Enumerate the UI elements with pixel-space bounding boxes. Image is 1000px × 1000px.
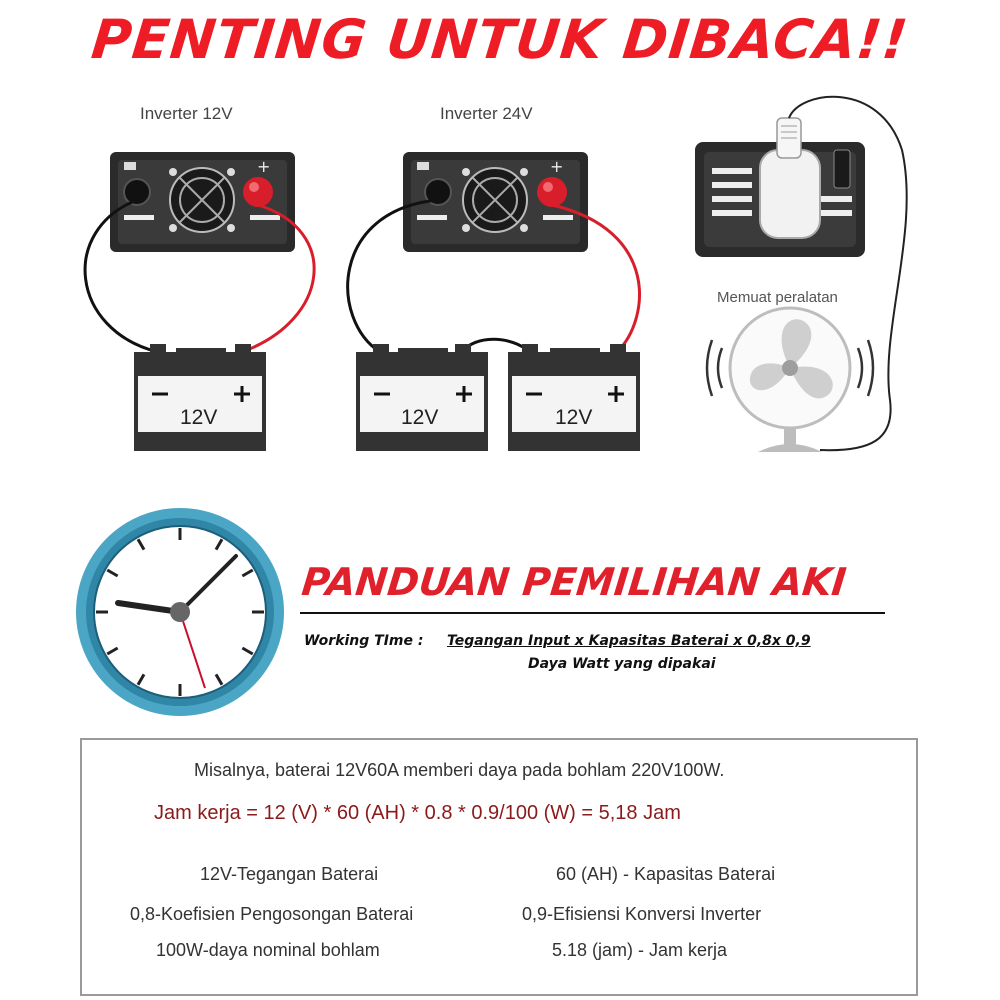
formula-numerator: Tegangan Input x Kapasitas Baterai x 0,8x 0,9 bbox=[447, 633, 811, 649]
svg-text:+: + bbox=[257, 157, 271, 176]
battery-a bbox=[136, 344, 264, 449]
battery-b-label: 12V bbox=[401, 406, 439, 429]
battery-a-label: 12V bbox=[180, 406, 218, 429]
load-label: Memuat peralatan bbox=[717, 289, 838, 306]
formula-prefix: Working TIme : bbox=[304, 633, 424, 649]
example-box bbox=[80, 738, 918, 996]
inverter-24v-label: Inverter 24V bbox=[440, 104, 533, 123]
right-item: 0,9-Efisiensi Konversi Inverter bbox=[522, 904, 762, 924]
left-item: 12V-Tegangan Baterai bbox=[200, 864, 379, 884]
guide-title: PANDUAN PEMILIHAN AKI bbox=[299, 560, 849, 604]
inverter-12v bbox=[110, 152, 295, 252]
fan-icon bbox=[707, 308, 873, 452]
battery-c-label: 12V bbox=[555, 406, 593, 429]
example-intro: Misalnya, baterai 12V60A memberi daya pada bohlam 220V100W. bbox=[194, 760, 725, 780]
guide-underline bbox=[300, 612, 885, 614]
left-item: 100W-daya nominal bohlam bbox=[156, 940, 380, 960]
page-headline: PENTING UNTUK DIBACA!! bbox=[88, 8, 912, 71]
clock-icon bbox=[76, 508, 284, 716]
right-item: 5.18 (jam) - Jam kerja bbox=[552, 940, 728, 960]
left-item: 0,8-Koefisien Pengosongan Baterai bbox=[130, 904, 414, 924]
inverter-socket-side bbox=[695, 118, 865, 257]
battery-c bbox=[510, 344, 638, 449]
battery-b bbox=[358, 344, 486, 449]
example-calculation: Jam kerja = 12 (V) * 60 (AH) * 0.8 * 0.9/100 (W) = 5,18 Jam bbox=[154, 802, 681, 824]
inverter-12v-label: Inverter 12V bbox=[140, 104, 233, 123]
right-item: 60 (AH) - Kapasitas Baterai bbox=[556, 864, 776, 884]
svg-text:+: + bbox=[550, 157, 564, 176]
formula-denominator: Daya Watt yang dipakai bbox=[528, 656, 716, 672]
